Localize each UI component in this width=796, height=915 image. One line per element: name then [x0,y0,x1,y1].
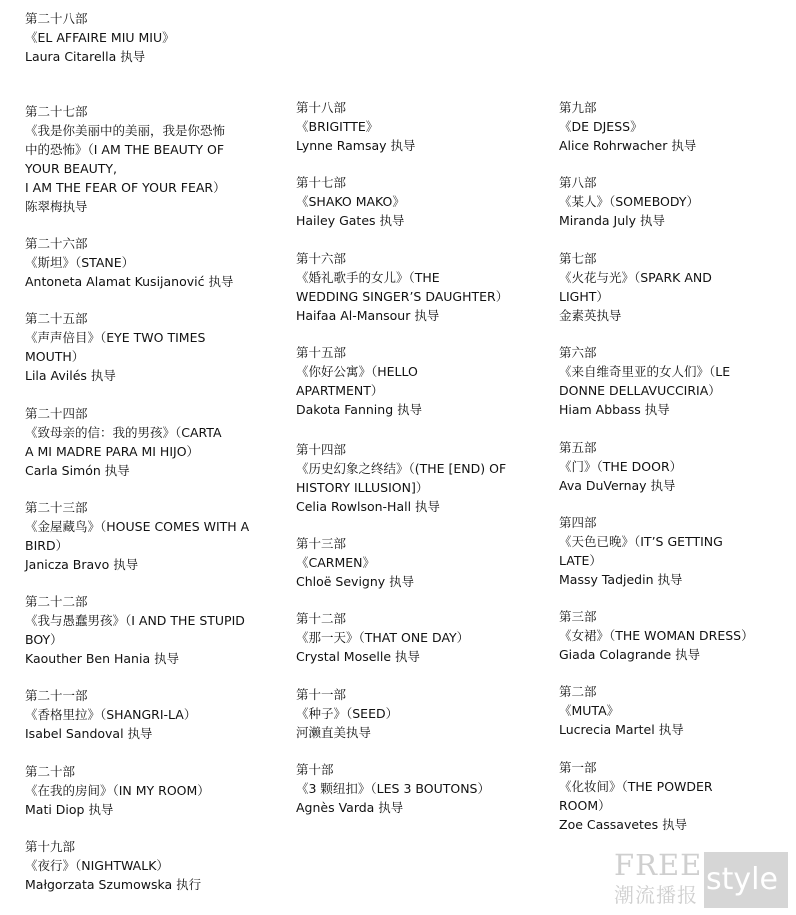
film-title-line: 《某人》（SOMEBODY） [559,194,699,209]
film-director: Crystal Moselle 执导 [296,649,421,664]
film-number: 第十五部 [296,345,347,360]
film-number: 第二十七部 [25,104,88,119]
film-entry [559,513,723,589]
film-number: 第三部 [559,609,597,624]
film-director: Hiam Abbass 执导 [559,402,670,417]
film-entry [296,173,405,230]
film-title-line: ROOM） [559,798,611,813]
film-title-line: BOY） [25,632,63,647]
film-entry [25,9,175,66]
film-title-line: 中的恐怖》（I AM THE BEAUTY OF [25,142,225,157]
film-number: 第二十五部 [25,311,88,326]
film-director: Agnès Varda 执导 [296,800,404,815]
film-entry [559,682,684,739]
film-title-line: BIRD） [25,538,69,553]
film-director: Lila Avilés 执导 [25,368,116,383]
film-director: 陈翠梅执导 [25,199,88,214]
film-number: 第二十二部 [25,594,88,609]
film-title-line: 《你好公寓》（HELLO [296,364,418,379]
film-number: 第十六部 [296,251,347,266]
film-title-line: 《DE DJESS》 [559,119,643,134]
film-director: Małgorzata Szumowska 执行 [25,877,202,892]
film-title-line: 《在我的房间》（IN MY ROOM） [25,783,210,798]
film-title-line: 《SHAKO MAKO》 [296,194,405,209]
film-title-line: 《夜行》（NIGHTWALK） [25,858,169,873]
film-title-line: 《CARMEN》 [296,555,375,570]
film-title-line: 《我是你美丽中的美丽，我是你恐怖 [25,123,226,138]
film-number: 第十四部 [296,442,347,457]
film-title-line: A MI MADRE PARA MI HIJO） [25,444,200,459]
film-entry [25,498,249,574]
film-entry [296,440,506,516]
film-title-line: 《BRIGITTE》 [296,119,379,134]
film-entry [559,758,713,834]
film-entry [25,686,196,743]
film-entry [25,234,233,291]
film-title-line: 《那一天》（THAT ONE DAY） [296,630,470,645]
film-director: Isabel Sandoval 执导 [25,726,153,741]
film-number: 第七部 [559,251,597,266]
film-number: 第二十部 [25,764,76,779]
film-entry [559,98,696,155]
film-number: 第四部 [559,515,597,530]
film-entry [559,173,699,230]
film-entry [296,98,416,155]
film-title-line: 《斯坦》（STANE） [25,255,135,270]
film-number: 第二十八部 [25,11,88,26]
film-title-line: 《化妆间》（THE POWDER [559,779,713,794]
film-title-line: 《种子》（SEED） [296,706,399,721]
film-title-line: 《我与愚蠢男孩》（I AND THE STUPID [25,613,245,628]
film-title-line: LIGHT） [559,289,609,304]
film-title-line: 《来自维奇里亚的女人们》（LE [559,364,731,379]
film-director: Hailey Gates 执导 [296,213,405,228]
film-entry [296,685,398,742]
film-title-line: 《婚礼歌手的女儿》（THE [296,270,440,285]
film-director: Ava DuVernay 执导 [559,478,676,493]
film-title-line: 《火花与光》（SPARK AND [559,270,712,285]
film-director: Massy Tadjedin 执导 [559,572,683,587]
film-director: Celia Rowlson-Hall 执导 [296,499,441,514]
film-number: 第十一部 [296,687,347,702]
film-director: 金素英执导 [559,308,622,323]
film-director: Alice Rohrwacher 执导 [559,138,697,153]
film-number: 第十部 [296,762,334,777]
film-number: 第二十三部 [25,500,88,515]
film-number: 第十七部 [296,175,347,190]
film-director: Mati Diop 执导 [25,802,114,817]
film-entry [296,343,422,419]
film-number: 第十二部 [296,611,347,626]
film-title-line: 《金屋藏鸟》（HOUSE COMES WITH A [25,519,250,534]
watermark-free-text: FREE [614,848,703,882]
film-title-line: I AM THE FEAR OF YOUR FEAR） [25,180,226,195]
film-entry [25,837,201,894]
film-title-line: 《声声倍目》（EYE TWO TIMES [25,330,206,345]
film-title-line: MOUTH） [25,349,85,364]
film-number: 第十九部 [25,839,76,854]
film-number: 第一部 [559,760,597,775]
film-entry [25,762,210,819]
film-title-line: 《历史幻象之终结》（(THE [END) OF [296,461,507,476]
film-number: 第二十六部 [25,236,88,251]
film-number: 第十三部 [296,536,347,551]
film-entry [296,609,469,666]
film-title-line: 《香格里拉》（SHANGRI-LA） [25,707,197,722]
film-director: Antoneta Alamat Kusijanović 执导 [25,274,234,289]
film-director: Giada Colagrande 执导 [559,647,701,662]
watermark-logo [612,848,796,910]
film-title-line: WEDDING SINGER’S DAUGHTER） [296,289,509,304]
film-director: Haifaa Al-Mansour 执导 [296,308,440,323]
film-director: Miranda July 执导 [559,213,665,228]
film-number: 第十八部 [296,100,347,115]
film-entry [296,760,490,817]
film-title-line: 《女裙》（THE WOMAN DRESS） [559,628,754,643]
film-entry [559,249,712,325]
film-title-line: DONNE DELLAVUCCIRIA） [559,383,721,398]
film-director: Chloë Sevigny 执导 [296,574,415,589]
film-entry [25,592,245,668]
film-director: Lynne Ramsay 执导 [296,138,416,153]
film-title-line: 《3 颗纽扣》（LES 3 BOUTONS） [296,781,490,796]
film-director: Lucrecia Martel 执导 [559,722,684,737]
watermark-box [704,852,788,908]
film-director: Janicza Bravo 执导 [25,557,139,572]
watermark-chinese-text: 潮流播报 [614,883,698,907]
film-director: 河濑直美执导 [296,725,372,740]
film-entry [559,343,730,419]
film-director: Kaouther Ben Hania 执导 [25,651,180,666]
film-entry [296,534,414,591]
film-title-line: YOUR BEAUTY, [25,161,118,176]
film-entry [559,607,754,664]
film-number: 第二十一部 [25,688,88,703]
film-title-line: APARTMENT） [296,383,384,398]
film-title-line: 《门》（THE DOOR） [559,459,683,474]
film-title-line: 《致母亲的信：我的男孩》（CARTA [25,425,222,440]
film-number: 第六部 [559,345,597,360]
film-director: Zoe Cassavetes 执导 [559,817,688,832]
film-number: 第九部 [559,100,597,115]
film-title-line: HISTORY ILLUSION]） [296,480,429,495]
film-number: 第五部 [559,440,597,455]
film-title-line: 《EL AFFAIRE MIU MIU》 [25,30,175,45]
watermark-style-text: style [706,862,778,897]
film-entry [25,404,222,480]
film-number: 第二十四部 [25,406,88,421]
film-director: Carla Simón 执导 [25,463,130,478]
film-number: 第八部 [559,175,597,190]
film-entry [559,438,682,495]
film-title-line: LATE） [559,553,602,568]
film-director: Laura Citarella 执导 [25,49,146,64]
film-entry [25,102,226,216]
film-title-line: 《天色已晚》（IT’S GETTING [559,534,723,549]
film-director: Dakota Fanning 执导 [296,402,423,417]
film-entry [25,309,205,385]
film-number: 第二部 [559,684,597,699]
film-entry [296,249,508,325]
film-title-line: 《MUTA》 [559,703,620,718]
